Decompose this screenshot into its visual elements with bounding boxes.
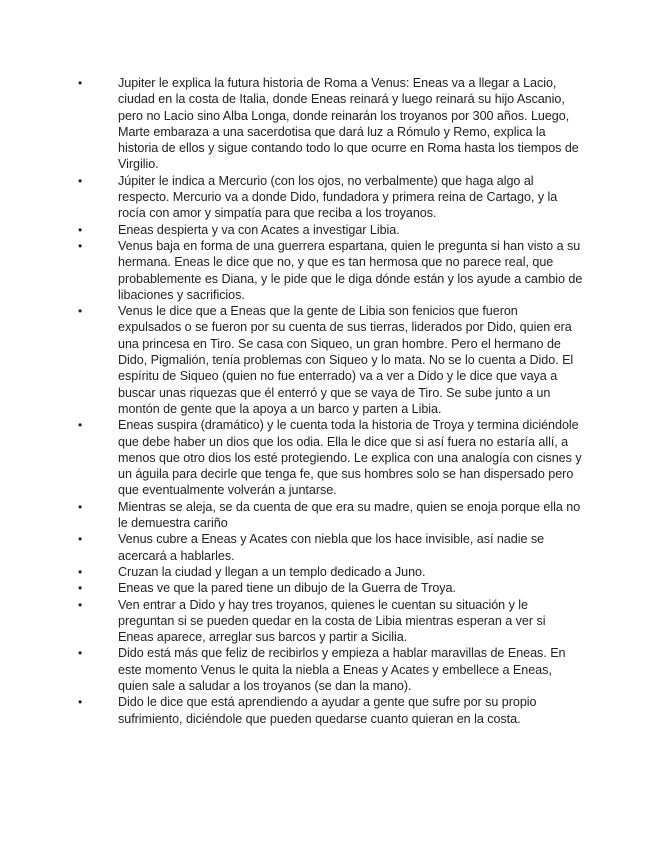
bullet-icon: • — [78, 418, 83, 433]
list-item — [74, 645, 584, 694]
list-item-text: Ven entrar a Dido y hay tres troyanos, quienes le cuentan su situación y le preguntan si se pueden quedar en la costa de Libia mientras esperan a ver si Eneas aparece, arreglar sus barcos y partir a Sicilia. — [118, 597, 546, 645]
bullet-icon: • — [78, 304, 83, 319]
list-item-text: Eneas suspira (dramático) y le cuenta toda la historia de Troya y termina diciéndole que debe haber un dios que los odia. Ella le dice que si así fuera no estaría allí, a menos que otro dios los esté protegiendo. Le explica con una analogía con cisnes y un águila para decirle que tenga fe, que sus hombres solo se han dispersado pero que eventualmente volverán a juntarse. — [118, 418, 582, 498]
list-item-text: Venus cubre a Eneas y Acates con niebla que los hace invisible, así nadie se acercará a hablarles. — [118, 532, 545, 563]
list-item — [74, 499, 584, 532]
list-item — [74, 531, 584, 564]
bullet-icon: • — [78, 581, 83, 596]
list-item-text: Venus baja en forma de una guerrera espartana, quien le pregunta si han visto a su hermana. Eneas le dice que no, y que es tan hermosa que no parece real, que probablemente es Diana, y le pide que le diga dónde están y los ayude a cambio de libaciones y sacrificios. — [118, 238, 583, 302]
list-item-text: Venus le dice que a Eneas que la gente de Libia son fenicios que fueron expulsados o se fueron por su cuenta de sus tierras, liderados por Dido, quien era una princesa en Tiro. Se casa con Siqueo, un gran hombre. Pero el hermano de Dido, Pigmalión, tenía problemas con Siqueo y lo mata. No se lo cuenta a Dido. El espíritu de Siqueo (quien no fue enterrado) va a ver a Dido y le dice que vaya a buscar unas riquezas que él enterró y que se vaya de Tiro. Se sube junto a un montón de gente que la apoya a un barco y parten a Libia. — [118, 304, 574, 416]
bullet-icon: • — [78, 646, 83, 661]
list-item — [74, 597, 584, 646]
list-item — [74, 173, 584, 222]
list-item — [74, 580, 584, 596]
list-item-text: Cruzan la ciudad y llegan a un templo dedicado a Juno. — [118, 564, 426, 579]
bullet-icon: • — [78, 238, 83, 253]
list-item — [74, 694, 584, 727]
bullet-list — [74, 75, 584, 727]
bullet-icon: • — [78, 173, 83, 188]
list-item — [74, 303, 584, 417]
bullet-icon: • — [78, 76, 83, 90]
list-item — [74, 75, 584, 173]
list-item — [74, 238, 584, 303]
bullet-icon: • — [78, 564, 83, 579]
bullet-icon: • — [78, 499, 83, 514]
bullet-icon: • — [78, 222, 83, 237]
list-item-text: Eneas despierta y va con Acates a investigar Libia. — [118, 222, 400, 237]
list-item-text: Mientras se aleja, se da cuenta de que era su madre, quien se enoja porque ella no le demuestra cariño — [118, 499, 581, 531]
list-item — [74, 222, 584, 238]
list-item-text: Júpiter le indica a Mercurio (con los ojos, no verbalmente) que haga algo al respecto. Mercurio va a donde Dido, fundadora y primera reina de Cartago, y la rocía con amor y simpatía para que reciba a los troyanos. — [118, 173, 558, 221]
list-item-text: Jupiter le explica la futura historia de Roma a Venus: Eneas va a llegar a Lacio, ciudad en la costa de Italia, donde Eneas reinará y luego reinará su hijo Ascanio, pero no Lacio sino Alba Longa, donde reinarán los troyanos por 300 años. Luego, Marte embaraza a una sacerdotisa que dará luz a Rómulo y Remo, explica la historia de ellos y sigue contando todo lo que ocurre en Roma hasta los tiempos de Virgilio. — [118, 76, 579, 172]
list-item — [74, 417, 584, 498]
list-item-text: Eneas ve que la pared tiene un dibujo de la Guerra de Troya. — [118, 581, 456, 596]
bullet-icon: • — [78, 532, 83, 547]
list-item — [74, 564, 584, 580]
bullet-icon: • — [78, 695, 83, 710]
list-item-text: Dido le dice que está aprendiendo a ayudar a gente que sufre por su propio sufrimiento, diciéndole que pueden quedarse cuanto quieran en la costa. — [118, 695, 537, 726]
list-item-text: Dido está más que feliz de recibirlos y empieza a hablar maravillas de Eneas. En este momento Venus le quita la niebla a Eneas y Acates y embellece a Eneas, quien sale a saludar a los troyanos (se dan la mano). — [118, 646, 566, 693]
bullet-icon: • — [78, 597, 83, 612]
